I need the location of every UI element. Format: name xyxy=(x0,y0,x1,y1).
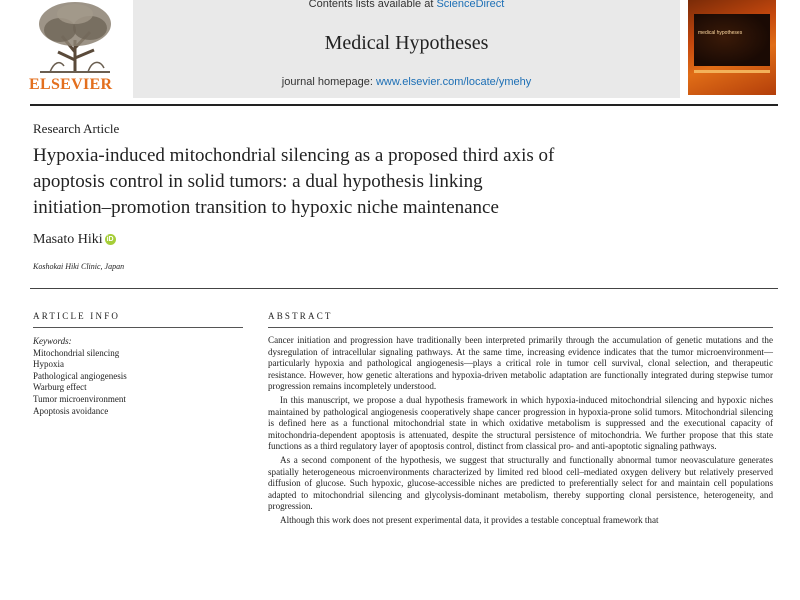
publisher-name[interactable]: ELSEVIER xyxy=(29,76,113,93)
keyword-item: Apoptosis avoidance xyxy=(33,405,109,416)
title-line: apoptosis control in solid tumors: a dual hypothesis linking xyxy=(33,171,483,192)
sciencedirect-link[interactable]: ScienceDirect xyxy=(436,0,505,10)
journal-cover-image[interactable] xyxy=(688,0,776,95)
homepage-prefix: journal homepage: xyxy=(281,76,376,88)
contents-prefix: Contents lists available at xyxy=(308,0,437,10)
meta-divider xyxy=(30,288,778,289)
keyword-item: Tumor microenvironment xyxy=(33,393,126,404)
header-divider xyxy=(30,104,778,106)
title-line: initiation–promotion transition to hypoxic niche maintenance xyxy=(33,197,499,218)
abstract-paragraph: As a second component of the hypothesis, we suggest that structurally and functionally abnormal tumor neovasculature generates spatially heterogeneous microenvironments characterized by limited red blood cell–mediated oxygen delivery but relatively preserved diffusion of glucose. Such hypoxic, glucose-accessible niches are predicted to preferentially select for and maintain cell populations adapted to mitochondrial silencing and glycolysis-dominant metabolism, thereby supporting clonal persistence, heterogeneity, and progression. xyxy=(268,454,773,512)
keyword-item: Pathological angiogenesis xyxy=(33,370,127,381)
article-info-heading: ARTICLE INFO xyxy=(33,311,121,321)
homepage-link[interactable]: www.elsevier.com/locate/ymehy xyxy=(375,76,532,88)
abstract-rule xyxy=(268,327,773,328)
author-name[interactable]: Masato Hiki xyxy=(33,232,103,247)
journal-title[interactable]: Medical Hypotheses xyxy=(324,32,489,54)
keyword-item: Hypoxia xyxy=(33,359,64,370)
cover-artwork xyxy=(694,14,770,66)
keyword-item: Mitochondrial silencing xyxy=(33,347,120,358)
keyword-item: Warburg effect xyxy=(33,382,87,393)
abstract-body xyxy=(268,335,773,529)
orcid-icon[interactable]: iD xyxy=(106,236,114,243)
keywords-list xyxy=(33,336,127,417)
affiliation: Koshokai Hiki Clinic, Japan xyxy=(33,262,125,271)
journal-header xyxy=(133,0,680,98)
article-type: Research Article xyxy=(33,121,120,136)
abstract-paragraph: Cancer initiation and progression have traditionally been interpreted primarily through the accumulation of genetic mutations and the dysregulation of intracellular signaling pathways. At the same time, increasing evidence indicates that the tumor microenvironment—particularly hypoxia and pathological angiogenesis—plays a critical role in tumor cell survival, clonal selection, and therapeutic resistance. However, how genetic alterations and hypoxia-driven metabolic adaptation are functionally integrated during stepwise tumor progression remains incompletely understood. xyxy=(268,335,773,392)
cover-bar xyxy=(694,70,770,73)
article-title xyxy=(33,143,753,221)
contents-line xyxy=(133,0,680,10)
author-line xyxy=(33,232,116,248)
abstract-paragraph: Although this work does not present experimental data, it provides a testable conceptual framework that xyxy=(280,514,659,525)
homepage-line xyxy=(133,76,680,88)
title-line: Hypoxia-induced mitochondrial silencing as a proposed third axis of xyxy=(33,145,555,166)
abstract-paragraph: In this manuscript, we propose a dual hypothesis framework in which hypoxia-induced mitochondrial silencing and hypoxic niches maintained by pathological angiogenesis cooperatively shape cancer progression in hypoxia-prone solid tumors. Mitochondrial silencing is defined here as a functional mitochondrial state in which oxidative metabolism is suppressed and the executional capacity of mitochondria-dependent apoptosis is attenuated, despite the structural persistence of mitochondria. We further propose that this state functions as a third regulatory layer of apoptosis control, distinct from classical pro- and anti-apoptotic signaling pathways. xyxy=(268,394,773,452)
cover-label: medical hypotheses xyxy=(698,30,743,36)
keywords-label: Keywords: xyxy=(33,336,72,346)
abstract-heading: ABSTRACT xyxy=(268,311,333,321)
article-info-rule xyxy=(33,327,243,328)
